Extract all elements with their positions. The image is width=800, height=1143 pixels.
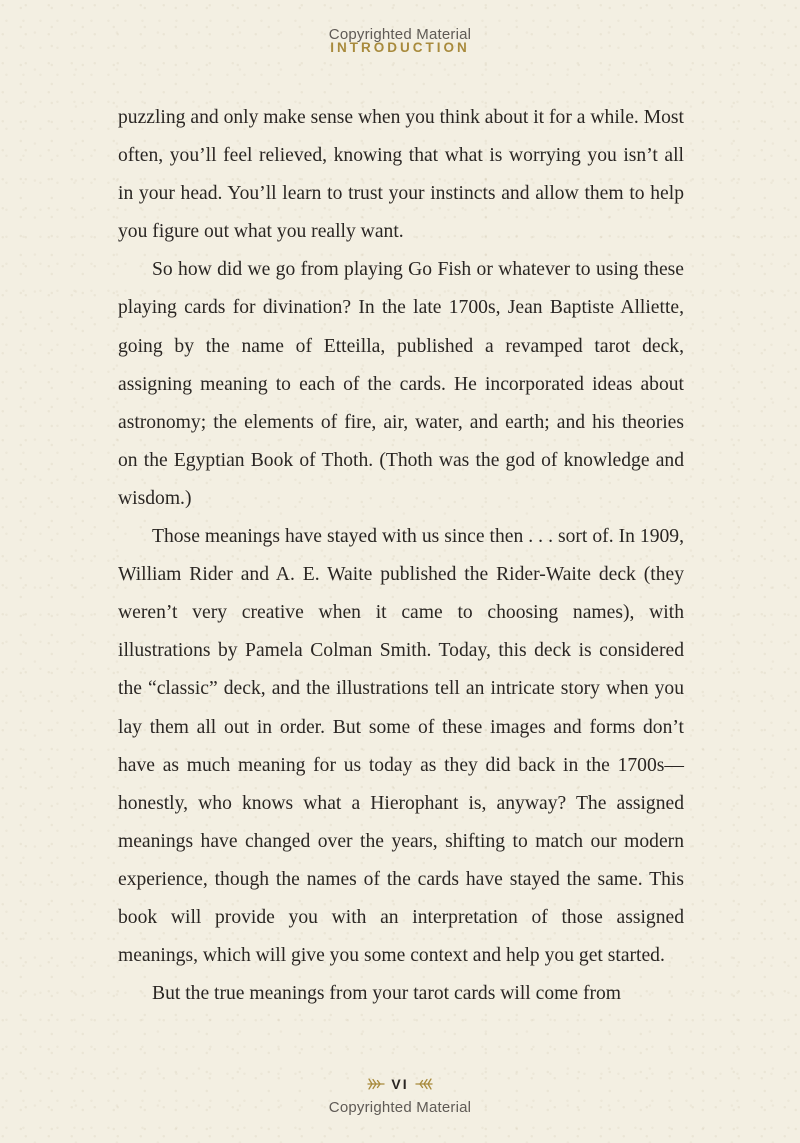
page-folio: [0, 1076, 800, 1092]
page-number: VI: [391, 1076, 409, 1092]
copyright-watermark-top: Copyrighted Material: [328, 26, 472, 43]
running-head: INTRODUCTION: [330, 40, 470, 55]
sprig-right-icon: [415, 1077, 433, 1091]
paragraph-3: Those meanings have stayed with us since then . . . sort of. In 1909, William Rider and A. E. Waite published the Rider-Waite deck (they weren’t very creative when it came to choosing names), with illustrations by Pamela Colman Smith. Today, this deck is considered the “classic” deck, and the illustrations tell an intricate story when you lay them all out in order. But some of these images and forms don’t have as much meaning for us today as they did back in the 1700s—honestly, who knows what a Hierophant is, anyway? The assigned meanings have changed over the years, shifting to match our modern experience, though the names of the cards have stayed the same. This book will provide you with an interpretation of those assigned meanings, which will give you some context and help you get started.: [118, 526, 684, 967]
copyright-watermark-bottom: Copyrighted Material: [328, 1099, 472, 1116]
paragraph-4: But the true meanings from your tarot cards will come from: [152, 983, 622, 1005]
sprig-left-icon: [367, 1077, 385, 1091]
body-text: [118, 99, 684, 1013]
paragraph-1: puzzling and only make sense when you think about it for a while. Most often, you’ll feel relieved, knowing that what is worrying you isn’t all in your head. You’ll learn to trust your instincts and allow them to help you figure out what you really want.: [118, 107, 684, 243]
paragraph-2: So how did we go from playing Go Fish or whatever to using these playing cards for divination? In the late 1700s, Jean Baptiste Alliette, going by the name of Etteilla, published a revamped tarot deck, assigning meaning to each of the cards. He incorporated ideas about astronomy; the elements of fire, air, water, and earth; and his theories on the Egyptian Book of Thoth. (Thoth was the god of knowledge and wisdom.): [118, 259, 684, 509]
